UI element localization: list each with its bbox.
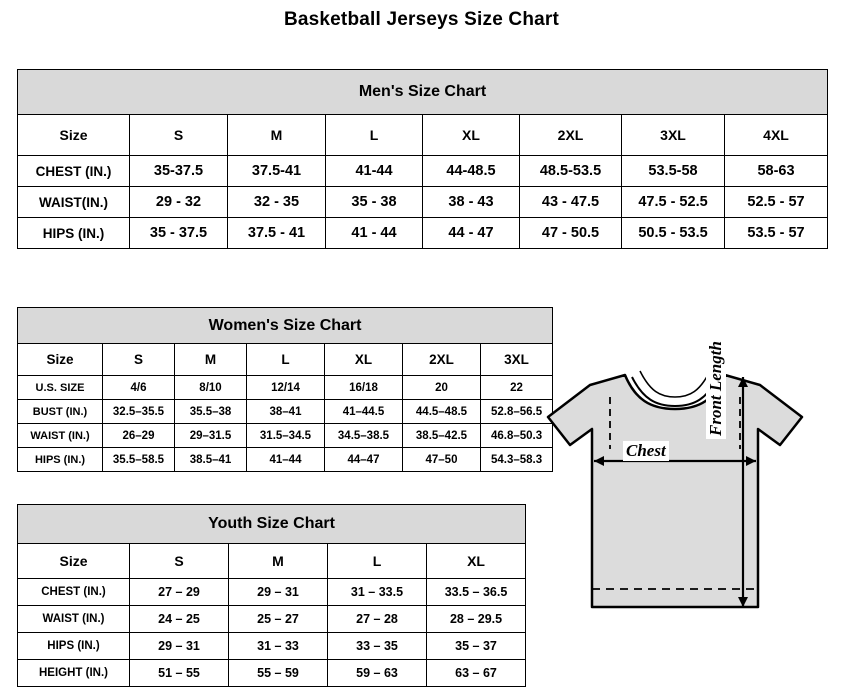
womens-header-cell: Size [18,344,103,376]
womens-cell: 29–31.5 [175,424,247,448]
womens-cell: 16/18 [325,376,403,400]
table-row [18,187,828,218]
mens-row-label: WAIST(IN.) [18,187,130,218]
womens-cell: 12/14 [247,376,325,400]
mens-cell: 47 - 50.5 [520,218,622,249]
youth-cell: 63 – 67 [427,660,526,687]
mens-header-cell: 2XL [520,115,622,156]
youth-cell: 35 – 37 [427,633,526,660]
womens-cell: 41–44.5 [325,400,403,424]
mens-cell: 35 - 38 [326,187,423,218]
youth-cell: 33 – 35 [328,633,427,660]
womens-header-cell: L [247,344,325,376]
womens-cell: 44–47 [325,448,403,472]
youth-cell: 59 – 63 [328,660,427,687]
youth-cell: 27 – 28 [328,606,427,633]
womens-cell: 20 [403,376,481,400]
mens-cell: 32 - 35 [228,187,326,218]
youth-cell: 31 – 33 [229,633,328,660]
mens-cell: 37.5 - 41 [228,218,326,249]
womens-cell: 38.5–41 [175,448,247,472]
front-length-measure-label: Front Length [706,338,726,439]
womens-cell: 4/6 [103,376,175,400]
youth-header-cell: L [328,544,427,579]
mens-cell: 44 - 47 [423,218,520,249]
mens-cell: 37.5-41 [228,156,326,187]
mens-cell: 50.5 - 53.5 [622,218,725,249]
womens-row-label: WAIST (IN.) [18,424,103,448]
mens-header-cell: 3XL [622,115,725,156]
mens-row-label: HIPS (IN.) [18,218,130,249]
womens-row-label: U.S. SIZE [18,376,103,400]
mens-cell: 58-63 [725,156,828,187]
youth-cell: 29 – 31 [130,633,229,660]
mens-header-cell: M [228,115,326,156]
table-row [18,448,553,472]
womens-size-chart-table [17,307,553,472]
mens-header-cell: Size [18,115,130,156]
table-row [18,156,828,187]
youth-header-cell: Size [18,544,130,579]
youth-header-cell: XL [427,544,526,579]
mens-header-cell: S [130,115,228,156]
mens-size-chart-table [17,69,828,249]
jersey-diagram [530,357,835,667]
womens-header-cell: S [103,344,175,376]
youth-chart-title-row [18,505,526,544]
youth-header-cell: S [130,544,229,579]
mens-cell: 41 - 44 [326,218,423,249]
mens-cell: 35-37.5 [130,156,228,187]
womens-cell: 54.3–58.3 [481,448,553,472]
womens-header-cell: M [175,344,247,376]
youth-header-row [18,544,526,579]
womens-cell: 26–29 [103,424,175,448]
mens-cell: 52.5 - 57 [725,187,828,218]
mens-chart-title-row [18,70,828,115]
mens-row-label: CHEST (IN.) [18,156,130,187]
womens-cell: 31.5–34.5 [247,424,325,448]
womens-cell: 44.5–48.5 [403,400,481,424]
youth-cell: 28 – 29.5 [427,606,526,633]
youth-row-label: CHEST (IN.) [18,579,130,606]
mens-header-cell: L [326,115,423,156]
youth-cell: 31 – 33.5 [328,579,427,606]
mens-header-row [18,115,828,156]
womens-cell: 32.5–35.5 [103,400,175,424]
womens-header-cell: 2XL [403,344,481,376]
jersey-outline [548,375,802,607]
womens-chart-title-row [18,308,553,344]
mens-chart-title: Men's Size Chart [18,70,828,115]
womens-row-label: HIPS (IN.) [18,448,103,472]
table-row [18,633,526,660]
womens-chart-title: Women's Size Chart [18,308,553,344]
womens-cell: 52.8–56.5 [481,400,553,424]
table-row [18,424,553,448]
table-row [18,400,553,424]
womens-cell: 35.5–58.5 [103,448,175,472]
womens-cell: 38–41 [247,400,325,424]
womens-cell: 41–44 [247,448,325,472]
mens-cell: 48.5-53.5 [520,156,622,187]
youth-row-label: HEIGHT (IN.) [18,660,130,687]
womens-header-row [18,344,553,376]
mens-cell: 47.5 - 52.5 [622,187,725,218]
womens-cell: 47–50 [403,448,481,472]
youth-cell: 25 – 27 [229,606,328,633]
youth-cell: 33.5 – 36.5 [427,579,526,606]
mens-cell: 43 - 47.5 [520,187,622,218]
chest-measure-label: Chest [623,441,669,461]
youth-header-cell: M [229,544,328,579]
collar-line [640,371,710,397]
womens-cell: 46.8–50.3 [481,424,553,448]
mens-cell: 53.5 - 57 [725,218,828,249]
page-title: Basketball Jerseys Size Chart [283,9,560,30]
womens-cell: 38.5–42.5 [403,424,481,448]
womens-cell: 35.5–38 [175,400,247,424]
youth-row-label: WAIST (IN.) [18,606,130,633]
youth-cell: 55 – 59 [229,660,328,687]
womens-row-label: BUST (IN.) [18,400,103,424]
mens-cell: 44-48.5 [423,156,520,187]
table-row [18,606,526,633]
mens-cell: 35 - 37.5 [130,218,228,249]
mens-cell: 29 - 32 [130,187,228,218]
youth-chart-title: Youth Size Chart [18,505,526,544]
table-row [18,376,553,400]
womens-cell: 22 [481,376,553,400]
youth-row-label: HIPS (IN.) [18,633,130,660]
youth-cell: 29 – 31 [229,579,328,606]
table-row [18,660,526,687]
youth-cell: 51 – 55 [130,660,229,687]
womens-header-cell: 3XL [481,344,553,376]
womens-cell: 8/10 [175,376,247,400]
mens-header-cell: XL [423,115,520,156]
mens-cell: 41-44 [326,156,423,187]
youth-cell: 24 – 25 [130,606,229,633]
womens-cell: 34.5–38.5 [325,424,403,448]
mens-cell: 53.5-58 [622,156,725,187]
mens-header-cell: 4XL [725,115,828,156]
table-row [18,579,526,606]
womens-header-cell: XL [325,344,403,376]
table-row [18,218,828,249]
youth-size-chart-table [17,504,526,687]
mens-cell: 38 - 43 [423,187,520,218]
youth-cell: 27 – 29 [130,579,229,606]
